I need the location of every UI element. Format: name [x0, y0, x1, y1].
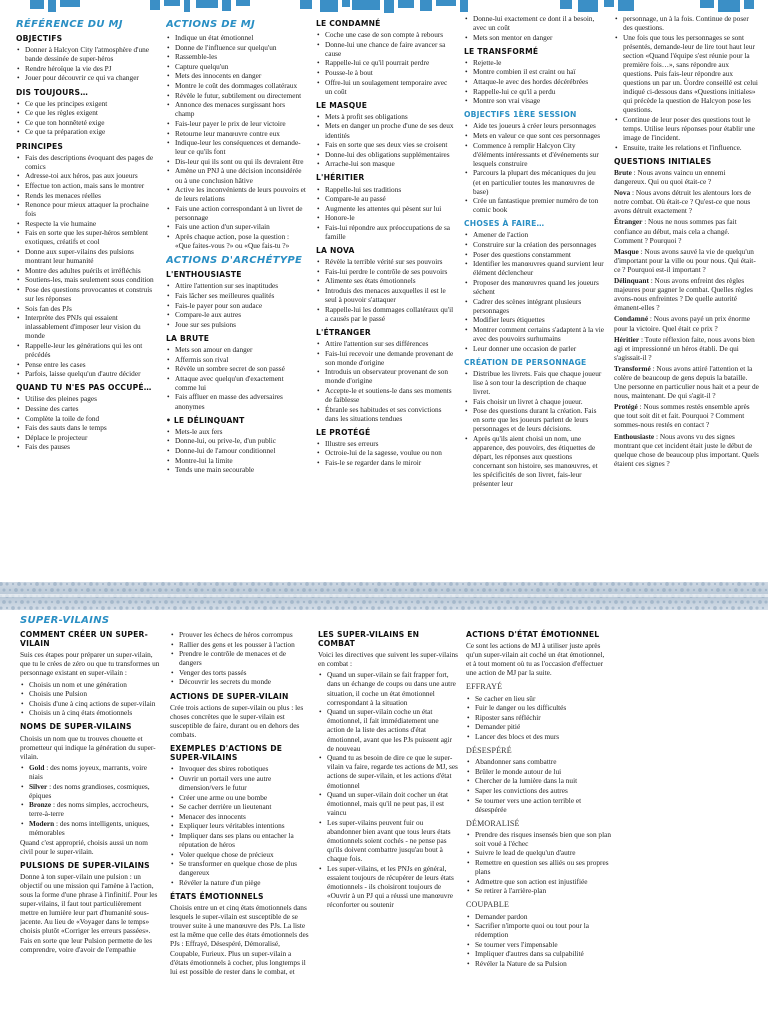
gm-move-item: • Donne de l'influence sur quelqu'un — [166, 43, 306, 52]
section-heading: LE CONDAMNÉ — [316, 19, 381, 28]
bullet-list — [166, 281, 306, 328]
gm-move-item: • Active les inconvénients de leurs pouvoirs et de leurs relations — [166, 185, 306, 203]
list-item: • Fais lâcher ses meilleures qualités — [166, 291, 306, 300]
paragraph — [614, 432, 759, 468]
gm-move-item: • Rassemble-les — [166, 52, 306, 61]
list-item: • Ébranle ses habitudes et ses convictions dans les situations tendues — [316, 405, 456, 423]
list-item: • Honore-le — [316, 213, 456, 222]
column-first-session — [464, 14, 604, 582]
list-item: • Rallier des gens et les pousser à l'action — [170, 640, 310, 649]
section-heading: LA NOVA — [316, 246, 355, 256]
list-item: • Suivre le lead de quelqu'un d'autre — [466, 848, 611, 857]
section-heading: CRÉATION DE PERSONNAGE — [464, 357, 587, 367]
halftone-divider-graphic — [0, 582, 768, 610]
list-item: • Quand un super-vilain doit cocher un état émotionnel, mais qu'il ne peut pas, il est vaincu — [318, 790, 458, 817]
bullet-list — [464, 58, 604, 105]
list-item: • Abandonner sans combattre — [466, 757, 611, 766]
list-item: • Révèle la terrible vérité sur ses pouvoirs — [316, 257, 456, 266]
list-item: • Demander pardon — [466, 912, 611, 921]
villain-moves-examples — [170, 764, 310, 887]
list-item: • Créer une arme ou une bombe — [170, 793, 310, 802]
lead-text: : Nous avons payé un prix énorme pour la victoire. Quel était ce prix ? — [614, 314, 750, 333]
list-item: • Ensuite, traite les relations et l'influence. — [614, 143, 759, 152]
list-item: • Soutiens-les, mais seulement sous condition — [16, 275, 155, 284]
gm-move-item: • Montre le coût des dommages collatéraux — [166, 81, 306, 90]
list-item: • Choisis un nom et une génération — [20, 680, 160, 689]
villains-combat-intro: Voici les directives que suivent les super-vilains en combat : — [318, 650, 458, 669]
list-item: • Mets à profit ses obligations — [316, 112, 456, 121]
list-item: • Arrache-lui son masque — [316, 159, 456, 168]
villain-drives-heading: PULSIONS DE SUPER-VILAINS — [20, 860, 150, 870]
list-item: • Ce que ton honnêteté exige — [16, 118, 155, 127]
list-item: • Attaque avec quelqu'un d'exactement comme lui — [166, 374, 306, 392]
list-item: • Modifier leurs étiquettes — [464, 315, 604, 324]
list-item: • Fais-lui perdre le contrôle de ses pouvoirs — [316, 267, 456, 276]
list-item: • Mets son amour en danger — [166, 345, 306, 354]
list-item: • Dessine des cartes — [16, 404, 155, 413]
gm-move-item: • Fais une action d'un super-vilain — [166, 222, 306, 231]
list-item: • Montre-lui la limite — [166, 456, 306, 465]
list-item: • Leur donner une occasion de parler — [464, 344, 604, 353]
list-item: • Fais en sorte que ses deux vies se croisent — [316, 140, 456, 149]
list-item: • Donne-lui de l'amour conditionnel — [166, 446, 306, 455]
list-item: • Rendre héroïque la vie des PJ — [16, 64, 155, 73]
list-item: • Donne-lui, ou prive-le, d'un public — [166, 436, 306, 445]
bullet-list — [316, 439, 456, 467]
gm-move-item: • Fais une action correspondant à un livret de personnage — [166, 204, 306, 222]
gm-move-item: • Révèle le futur, subtilement ou directement — [166, 91, 306, 100]
list-item: • Amener de l'action — [464, 230, 604, 239]
list-item — [20, 800, 160, 818]
bullet-list — [316, 339, 456, 423]
villain-names-intro: Choisis un nom que tu trouves chouette et prometteur qui indique la génération du super-vilain. — [20, 733, 156, 761]
bullet-list — [316, 112, 456, 169]
villains-combat-heading: LES SUPER-VILAINS EN COMBAT — [318, 630, 420, 649]
section-heading: LA BRUTE — [166, 333, 210, 343]
list-item: • Cadrer des scènes intégrant plusieurs personnages — [464, 297, 604, 315]
villain-moves-intro: Crée trois actions de super-vilain ou plus : les choses concrètes que le super-vilain est susceptible de faire, durant ou en dehors des combats. — [170, 702, 304, 739]
list-item: • Rappelle-leur les générations qui les ont précédés — [16, 341, 155, 359]
list-item: • Révèle un sombre secret de son passé — [166, 364, 306, 373]
first-session-blocks — [464, 14, 604, 489]
gm-reference-title: RÉFÉRENCE DU MJ — [16, 19, 123, 30]
column-gm-moves — [166, 14, 306, 582]
list-item: • Fais affluer en masse des adversaires anonymes — [166, 392, 306, 410]
list-item: • Se transformer en quelque chose de plus dangereux — [170, 859, 310, 877]
top-skyline-band — [0, 0, 768, 14]
section-heading: OBJECTIFS — [16, 34, 63, 44]
section-heading: LE MASQUE — [316, 100, 368, 110]
list-item: • Poser des questions constamment — [464, 250, 604, 259]
list-item: • Adresse-toi aux héros, pas aux joueurs — [16, 171, 155, 180]
list-item: • Attaque-le avec des hordes décérébrées — [464, 77, 604, 86]
list-item: • Venger des torts passés — [170, 668, 310, 677]
list-item: • Rappelle-lui ce qu'il a perdu — [464, 87, 604, 96]
gm-move-item: • Mets des innocents en danger — [166, 71, 306, 80]
list-item: • Ce que les principes exigent — [16, 99, 155, 108]
list-item: • Respecte la vie humaine — [16, 219, 155, 228]
bullet-list — [316, 257, 456, 323]
list-item: • Quand un super-vilain se fait frapper fort, dans un échange de coups ou dans une autre situation, il coche un état émotionnel correspondant à la situation — [318, 670, 458, 706]
list-item: • Jouer pour découvrir ce qui va changer — [16, 73, 155, 82]
list-item: • Chercher de la lumière dans la nuit — [466, 776, 611, 785]
list-item: • Mets-le aux fers — [166, 427, 306, 436]
list-item: • Choisis un à cinq états émotionnels — [20, 708, 160, 717]
section-heading: CHOSES À FAIRE… — [464, 219, 545, 229]
list-item: • Donne-lui exactement ce dont il a besoin, avec un coût — [464, 14, 604, 32]
gm-move-item: • Retourne leur manœuvre contre eux — [166, 129, 306, 138]
list-item: • Identifier les manœuvres quand survient leur élément déclencheur — [464, 259, 604, 277]
lead-term: Nova — [614, 188, 631, 198]
list-item: • Pousse-le à bout — [316, 68, 456, 77]
list-item: • Octroie-lui de la sagesse, voulue ou non — [316, 448, 456, 457]
list-item: • Choisis d'une à cinq actions de super-vilain — [20, 699, 160, 708]
super-villains-section — [0, 610, 768, 1024]
paragraph — [614, 402, 759, 429]
archetype-moves-blocks — [166, 270, 306, 474]
list-item: • Les super-vilains peuvent fuir ou abandonner bien avant que tous leurs états émotionnels soient cochés - ne pense pas qu'ils doivent combattre jusqu'au bout à chaque fois. — [318, 818, 458, 863]
condition-move-list — [466, 694, 611, 741]
gm-move-item: • Après chaque action, pose la question : «Que faites-vous ?» ou «Que fais-tu ?» — [166, 232, 306, 250]
list-item: • Ouvrir un portail vers une autre dimension/vers le futur — [170, 774, 310, 792]
list-item: • Ce que ta préparation exige — [16, 127, 155, 136]
bullet-list — [16, 99, 155, 137]
list-item: • Demander pitié — [466, 722, 611, 731]
archetype-blocks-cont — [316, 19, 456, 467]
list-item: • Se retirer à l'arrière-plan — [466, 886, 611, 895]
list-item: • Fais en sorte que les super-héros semblent exotiques, créatifs et cool — [16, 228, 155, 246]
list-item: • Fais-lui répondre aux préoccupations de sa famille — [316, 223, 456, 241]
list-item: • Fais des descriptions évoquant des pages de comics — [16, 153, 155, 171]
villain-names-heading: NOMS DE SUPER-VILAINS — [20, 722, 132, 732]
list-item: • Donne aux super-vilains des pulsions montrant leur humanité — [16, 247, 155, 265]
list-item: • Complète la toile de fond — [16, 414, 155, 423]
list-item: • Riposter sans réfléchir — [466, 713, 611, 722]
gm-move-item: • Capture quelqu'un — [166, 62, 306, 71]
list-item: • Montre combien il est craint ou haï — [464, 67, 604, 76]
lead-term: Silver — [29, 781, 48, 791]
list-item: • Impliquer dans ses plans ou entacher la réputation de héros — [170, 831, 310, 849]
list-item: • Se cacher en lieu sûr — [466, 694, 611, 703]
gm-moves-title: ACTIONS DE MJ — [166, 19, 256, 30]
condition-moves-groups — [466, 682, 611, 968]
lead-text: : Nous avons détruit les alentours lors de notre combat. Où était-ce ? Qu'est-ce que nous avons détruit exactement ? — [614, 188, 752, 216]
gm-move-item: • Amène un PNJ à une décision inconsidérée ou à une conclusion hâtive — [166, 166, 306, 184]
list-item: • Parfois, laisse quelqu'un d'autre décider — [16, 369, 155, 378]
list-item: • Attire l'attention sur ses inaptitudes — [166, 281, 306, 290]
bullet-list — [316, 30, 456, 96]
condition-move-list — [466, 830, 611, 896]
list-item: • Proposer des manœuvres quand les joueurs séchent — [464, 278, 604, 296]
column-opening-questions — [614, 14, 759, 582]
archetype-moves-title: ACTIONS D'ARCHÉTYPE — [166, 255, 303, 267]
column-archetype-moves-cont — [316, 14, 456, 582]
list-item: • Mets en valeur ce que sont ces personnages — [464, 131, 604, 140]
list-item: • Continue de leur poser des questions tout le temps. Utilise leurs réponses pour établir une image de l'incident. — [614, 115, 759, 142]
list-item: • Rappelle-lui les dommages collatéraux qu'il a causés par le passé — [316, 305, 456, 323]
list-item: • Montre des adultes puérils et irréfléchis — [16, 266, 155, 275]
list-item: • Donne-lui une chance de faire avancer sa cause — [316, 40, 456, 58]
create-villain-heading: COMMENT CRÉER UN SUPER-VILAIN — [20, 630, 148, 649]
bullet-list — [16, 153, 155, 379]
list-item: • personnage, un à la fois. Continue de poser des questions. — [614, 14, 759, 32]
section-heading: L'HÉRITIER — [316, 173, 365, 183]
villain-moves-examples-heading: EXEMPLES D'ACTIONS DE SUPER-VILAINS — [170, 744, 283, 763]
character-creation-cont-list — [614, 14, 759, 152]
list-item: • Fuir le danger ou les difficultés — [466, 703, 611, 712]
condition-move-list — [466, 757, 611, 814]
condition-move-list — [466, 912, 611, 969]
list-item: • Choisis une Pulsion — [20, 689, 160, 698]
section-heading: QUAND TU N'ES PAS OCCUPÉ… — [16, 383, 152, 393]
list-item: • Les super-vilains, et les PNJs en général, essaient toujours de récupérer de leurs états émotionnels - ils choisiront toujours de «Ouvrir à un PJ qui a réussi une manœuvre réconforter ou soutenir — [318, 864, 458, 909]
lead-term: Gold — [29, 762, 45, 772]
column-villain-creation — [20, 610, 160, 1024]
condition-moves-heading: ACTIONS D'ÉTAT ÉMOTIONNEL — [466, 630, 600, 639]
list-item: • Pose des questions durant la création. Fais en sorte que les joueurs parlent de leurs personnages et de leurs décisions. — [464, 406, 604, 433]
list-item: • Impliquer d'autres dans sa culpabilité — [466, 949, 611, 958]
list-item: • Fais-le payer pour son audace — [166, 301, 306, 310]
section-heading: LE PROTÉGÉ — [316, 427, 371, 437]
create-villain-steps — [20, 680, 160, 718]
gm-move-item: • Annonce des menaces surgissant hors champ — [166, 100, 306, 118]
condition-group-heading: EFFRAYÉ — [466, 682, 503, 692]
lead-term: Transformé — [614, 363, 651, 373]
list-item: • Révéler la Nature de sa Pulsion — [466, 959, 611, 968]
list-item: • Fais des pauses — [16, 442, 155, 451]
list-item: • Découvrir les secrets du monde — [170, 677, 310, 686]
list-item: • Sois fan des PJs — [16, 304, 155, 313]
bullet-list — [464, 121, 604, 214]
lead-term: Enthousiaste — [614, 431, 655, 441]
lead-text: : Nous avons sauvé la vie de quelqu'un d'important pour la ville ou pour nous. Qui était-ce ? Pourquoi est-il important ? — [614, 246, 756, 274]
list-item: • Se tourner vers l'impensable — [466, 940, 611, 949]
paragraph — [614, 217, 759, 244]
list-item: • Après qu'ils aient choisi un nom, une apparence, des pouvoirs, des étiquettes de départ, les réponses aux questions concernant son histoire, ses manœuvres, et les spécificités de son livret, fais-leur présenter leur — [464, 434, 604, 489]
lead-text: : Nous avons vaincu un ennemi dangereux. Qui ou quoi était-ce ? — [614, 168, 726, 187]
list-item: • Accepte-le et soutiens-le dans ses moments de faiblesse — [316, 386, 456, 404]
condition-group-heading: COUPABLE — [466, 900, 510, 910]
list-item: • Crée un fantastique premier numéro de ton comic book — [464, 196, 604, 214]
gm-move-item: • Fais-leur payer le prix de leur victoire — [166, 119, 306, 128]
opening-questions-list — [614, 168, 759, 468]
list-item: • Offre-lui un soulagement temporaire avec un coût — [316, 78, 456, 96]
list-item — [20, 763, 160, 781]
list-item: • Rappelle-lui ce qu'il pourrait perdre — [316, 58, 456, 67]
bullet-list — [316, 185, 456, 242]
paragraph — [614, 335, 759, 362]
opening-questions-heading: QUESTIONS INITIALES — [614, 156, 712, 166]
list-item: • Remettre en question ses alliés ou ses propres plans — [466, 858, 611, 876]
list-item: • Prendre des risques insensés bien que son plan soit voué à l'échec — [466, 830, 611, 848]
list-item: • Rejette-le — [464, 58, 604, 67]
lead-text: : Nous sommes restés ensemble après que tout soit dit et fait. Pourquoi ? Comment sommes-nous restés en contact ? — [614, 402, 750, 430]
column-condition-moves — [466, 610, 611, 1024]
lead-term: Bronze — [29, 800, 52, 810]
list-item: • Parcours la plupart des mécaniques du jeu (et en particulier toutes les manœuvres de base) — [464, 168, 604, 195]
list-item: • Illustre ses erreurs — [316, 439, 456, 448]
list-item: • Interprète des PNJs qui essaient inlassablement d'imposer leur vision du monde — [16, 313, 155, 340]
list-item: • Joue sur ses pulsions — [166, 320, 306, 329]
list-item: • Ce que les règles exigent — [16, 108, 155, 117]
lead-term: Brute — [614, 168, 632, 177]
section-heading: LE TRANSFORMÉ — [464, 46, 539, 56]
list-item: • Fais-lui recevoir une demande provenant de son monde d'origine — [316, 349, 456, 367]
list-item: • Montre son vrai visage — [464, 96, 604, 105]
list-item: • Révéler la nature d'un piège — [170, 878, 310, 887]
column-villains-in-combat — [318, 610, 458, 1024]
villain-civil-name-note: Quand c'est approprié, choisis aussi un nom civil pour le super-vilain. — [20, 837, 148, 856]
list-item: • Fais-le se regarder dans le miroir — [316, 458, 456, 467]
lead-term: Délinquant — [614, 276, 649, 286]
bullet-list — [464, 14, 604, 42]
bullet-list — [16, 394, 155, 451]
villain-generations-list — [20, 763, 160, 837]
section-heading: OBJECTIFS 1ÈRE SESSION — [464, 110, 577, 120]
super-villains-title: SUPER-VILAINS — [20, 615, 110, 626]
gm-reference-blocks — [16, 34, 155, 451]
bullet-list — [166, 345, 306, 411]
paragraph — [614, 314, 759, 332]
lead-term: Masque — [614, 246, 639, 256]
list-item: • Mets son mentor en danger — [464, 33, 604, 42]
lead-term: Condamné — [614, 314, 649, 324]
gm-moves-list — [166, 33, 306, 250]
list-item: • Lancer des blocs et des murs — [466, 732, 611, 741]
list-item: • Effectue ton action, mais sans le montrer — [16, 181, 155, 190]
list-item: • Une fois que tous les personnages se sont présentés, demande-leur de lire tout haut leur section «Quand l'équipe s'est réunie pour la première fois…», sans répondre aux questions. Puis fais-leur répondre aux questions un par un. Ùordre conseillé est celui indiqué ci-dessous dans «Questions initiales» qui précède la question de Halcyon pose les questions. — [614, 33, 759, 115]
section-divider-band — [0, 582, 768, 610]
emotional-conditions-heading: ÉTATS ÉMOTIONNELS — [170, 891, 264, 901]
column-villain-moves — [170, 610, 310, 1024]
list-item: • Menacer des innocents — [170, 812, 310, 821]
paragraph — [614, 168, 759, 186]
lead-text: : des noms intelligents, uniques, mémorables — [29, 818, 150, 837]
lead-text: : des noms grandioses, cosmiques, épiques — [29, 781, 150, 800]
condition-moves-intro: Ce sont les actions de MJ à utiliser juste après qu'un super-vilain ait coché un état émotionnel, et à tout moment où tu as l'occasion d'effectuer une action de MJ par la suite. — [466, 641, 605, 678]
list-item: • Rappelle-lui ses traditions — [316, 185, 456, 194]
list-item: • Coche une case de son compte à rebours — [316, 30, 456, 39]
section-heading: L'ÉTRANGER — [316, 327, 371, 337]
list-item: • Montrer comment certains s'adaptent à la vie avec des pouvoirs surhumains — [464, 325, 604, 343]
paragraph — [614, 276, 759, 312]
list-item — [20, 782, 160, 800]
list-item: • Admettre que son action est injustifiée — [466, 877, 611, 886]
list-item: • Compare-le au passé — [316, 194, 456, 203]
gm-reference-section — [0, 14, 768, 582]
paragraph — [614, 364, 759, 400]
create-villain-intro: Suis ces étapes pour préparer un super-vilain, que tu le crées de zéro ou que tu transformes un personnage existant en super-vilain : — [20, 650, 160, 678]
list-item: • Pense entre les cases — [16, 360, 155, 369]
gm-move-item: • Indique-leur les conséquences et demande-leur ce qu'ils font — [166, 138, 306, 156]
villains-combat-rules — [318, 670, 458, 909]
villain-moves-heading: ACTIONS DE SUPER-VILAIN — [170, 691, 289, 701]
list-item: • Quand tu as besoin de dire ce que le super-vilain va faire, regarde tes actions de MJ, ses actions de super-vilain, et les actions d'état émotionnel — [318, 753, 458, 789]
list-item: • Quand un super-vilain coche un état émotionnel, il fait immédiatement une action de la liste des actions d'état émotionnel, avant que les PJs puissent agir de nouveau — [318, 707, 458, 752]
bullet-list — [16, 45, 155, 82]
lead-text: : des noms joyeux, marrants, voire niais — [29, 762, 147, 781]
list-item: • Compare-le aux autres — [166, 310, 306, 319]
column-gm-reference — [16, 14, 155, 582]
lead-term: Étranger — [614, 217, 643, 227]
list-item: • Construire sur la création des personnages — [464, 240, 604, 249]
list-item: • Se tourner vers une action terrible et désespérée — [466, 796, 611, 814]
list-item: • Prouver les échecs de héros corrompus — [170, 630, 310, 639]
gm-move-item: • Indique un état émotionnel — [166, 33, 306, 42]
list-item: • Introduis un observateur provenant de son monde d'origine — [316, 367, 456, 385]
list-item: • Fais des sauts dans le temps — [16, 423, 155, 432]
list-item: • Affermis son rival — [166, 355, 306, 364]
list-item: • Invoquer des sbires robotiques — [170, 764, 310, 773]
list-item: • Commence à remplir Halcyon City d'éléments intéressants et d'événements sur lesquels construire — [464, 141, 604, 168]
condition-group-heading: DÉMORALISÉ — [466, 818, 520, 828]
list-item: • Expliquer leurs véritables intentions — [170, 821, 310, 830]
paragraph — [614, 247, 759, 274]
villain-drives-text: Donne à ton super-vilain une pulsion : un objectif ou une mission qui l'amène à l'action, sous la forme d'une phrase à l'infinitif. Pour les super-vilains, il faut tout particulièrement mettre en lumière leur part d'humanité sous-jacente. Au lieu de «Voyager dans le temps» choisis plutôt «Corriger les erreurs passées». Fais en sorte que leur Pulsion permette de les comprendre, voire d'avoir de l'empathie — [20, 871, 158, 954]
list-item: • Mets en danger un proche d'une de ses deux identités — [316, 121, 456, 139]
list-item: • Attire l'attention sur ses différences — [316, 339, 456, 348]
list-item: • Augmente les attentes qui pèsent sur lui — [316, 204, 456, 213]
lead-text: : des noms simples, accrocheurs, terre-à-terre — [29, 800, 149, 819]
list-item: • Renonce pour mieux attaquer la prochaine fois — [16, 200, 155, 218]
section-heading: • LE DÉLINQUANT — [166, 415, 245, 425]
list-item: • Donne-lui des obligations supplémentaires — [316, 150, 456, 159]
list-item: • Pose des questions provocantes et construis sur les réponses — [16, 285, 155, 303]
lead-term: Modern — [29, 818, 55, 828]
list-item: • Se cacher derrière un lieutenant — [170, 802, 310, 811]
list-item: • Déplace le projecteur — [16, 433, 155, 442]
list-item: • Rends les menaces réelles — [16, 191, 155, 200]
gm-move-item: • Dis-leur qui ils sont ou qui ils devraient être — [166, 157, 306, 166]
bullet-list — [464, 230, 604, 352]
emotional-conditions-text: Choisis entre un et cinq états émotionnels dans lesquels le super-vilain est susceptible de se trouver suite à une manœuvre des PJs. La liste est la même que celle des états émotionnels des PJs : Effrayé, Désespéré, Démoralisé, Coupable, Furieux. Plus un super-vilain a d'états émotionnels à cocher, plus longtemps il lui est possible de rester dans le combat, et — [170, 903, 309, 976]
lead-text: : Nous avons vu des signes montrant que cet incident était juste le début de quelque chose de beaucoup plus important. Quels étaient ces signes ? — [614, 431, 759, 468]
section-heading: L'ENTHOUSIASTE — [166, 270, 242, 280]
section-heading: PRINCIPES — [16, 141, 64, 151]
lead-text: : Nous avons attiré l'attention et la colère de beaucoup de gens depuis la bataille. Une personne en particulier nous hait et a peur de nous, maintenant. De qui s'agit-il ? — [614, 363, 759, 401]
condition-group-heading: DÉSESPÉRÉ — [466, 746, 512, 756]
list-item — [20, 819, 160, 837]
lead-text: : Nous ne nous sommes pas fait confiance au début, mais cela a changé. Comment ? Pourquoi ? — [614, 217, 737, 245]
list-item: • Fais choisir un livret à chaque joueur. — [464, 397, 604, 406]
lead-term: Héritier — [614, 334, 640, 344]
villain-drive-examples — [170, 630, 310, 687]
list-item: • Donner à Halcyon City l'atmosphère d'une bande dessinée de super-héros — [16, 45, 155, 63]
list-item: • Distribue les livrets. Fais que chaque joueur lise à son tour la description de chaque livret. — [464, 369, 604, 396]
lead-text: : Toute réflexion faite, nous avons bien agi et impressionné un héros établi. De qui s'agissait-il ? — [614, 334, 755, 362]
paragraph — [614, 188, 759, 215]
list-item: • Saper les convictions des autres — [466, 786, 611, 795]
list-item: • Tends une main secourable — [166, 465, 306, 474]
list-item: • Sacrifier n'importe quoi ou tout pour la rédemption — [466, 921, 611, 939]
list-item: • Aide tes joueurs à créer leurs personnages — [464, 121, 604, 130]
lead-text: : Nous avons enfreint des règles majeures pour gagner le combat. Quelles règles avons-nous enfreintes ? De quelle autorité émanent-elles ? — [614, 276, 753, 313]
lead-term: Protégé — [614, 402, 638, 412]
list-item: • Prendre le contrôle de menaces et de dangers — [170, 649, 310, 667]
skyline-graphic — [0, 0, 768, 14]
section-heading: DIS TOUJOURS… — [16, 87, 89, 97]
list-item: • Voler quelque chose de précieux — [170, 850, 310, 859]
bullet-list — [464, 369, 604, 489]
list-item: • Introduis des menaces auxquelles il est le seul à pouvoir s'attaquer — [316, 286, 456, 304]
list-item: • Utilise des pleines pages — [16, 394, 155, 403]
bullet-list — [166, 427, 306, 474]
list-item: • Brûler le monde autour de lui — [466, 767, 611, 776]
list-item: • Alimente ses états émotionnels — [316, 276, 456, 285]
